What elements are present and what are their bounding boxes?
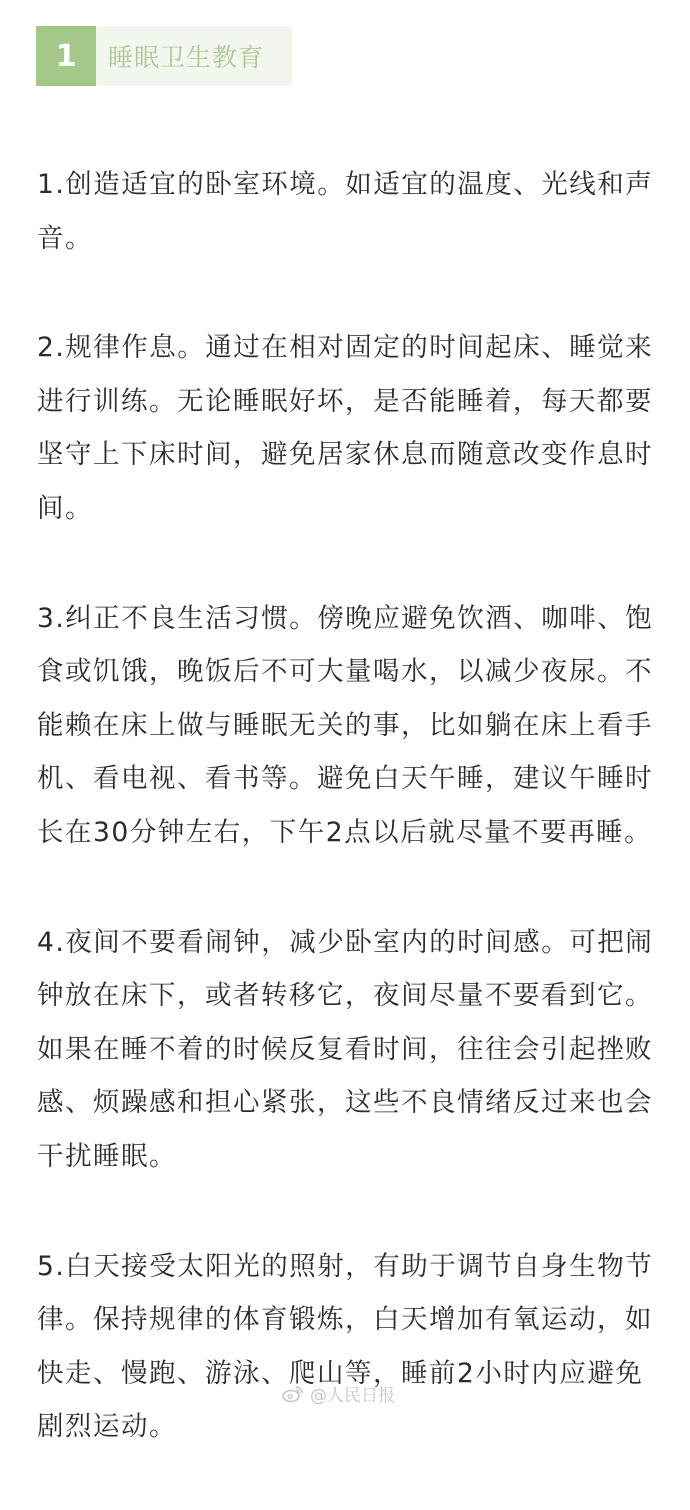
paragraph-4: 4.夜间不要看闹钟，减少卧室内的时间感。可把闹钟放在床下，或者转移它，夜间尽量不要看到它。如果在睡不着的时候反复看时间，往往会引起挫败感、烦躁感和担心紧张，这些不良情绪反过来也会干扰睡眠。 [37, 926, 654, 1172]
section-title: 睡眠卫生教育 [108, 43, 265, 72]
watermark-text: @人民日报 [310, 1386, 395, 1406]
paragraph-3: 3.纠正不良生活习惯。傍晚应避免饮酒、咖啡、饱食或饥饿，晚饭后不可大量喝水，以减少夜尿。不能赖在床上做与睡眠无关的事，比如躺在床上看手机、看电视、看书等。避免白天午睡，建议午睡时长在30分钟左右，下午2点以后就尽量不要再睡。 [37, 602, 654, 848]
section-number-badge: 1 [36, 26, 96, 86]
watermark [282, 1381, 395, 1406]
weibo-icon [282, 1385, 304, 1403]
article-body [37, 158, 655, 1510]
paragraph-2: 2.规律作息。通过在相对固定的时间起床、睡觉来进行训练。无论睡眠好坏，是否能睡着，每天都要坚守上下床时间，避免居家休息而随意改变作息时间。 [37, 332, 654, 524]
section-header [36, 26, 292, 86]
paragraph-1: 1.创造适宜的卧室环境。如适宜的温度、光线和声音。 [37, 169, 654, 254]
paragraph-5: 5.白天接受太阳光的照射，有助于调节自身生物节律。保持规律的体育锻炼，白天增加有氧运动，如快走、慢跑、游泳、爬山等，睡前2小时内应避免剧烈运动。 [37, 1250, 654, 1443]
